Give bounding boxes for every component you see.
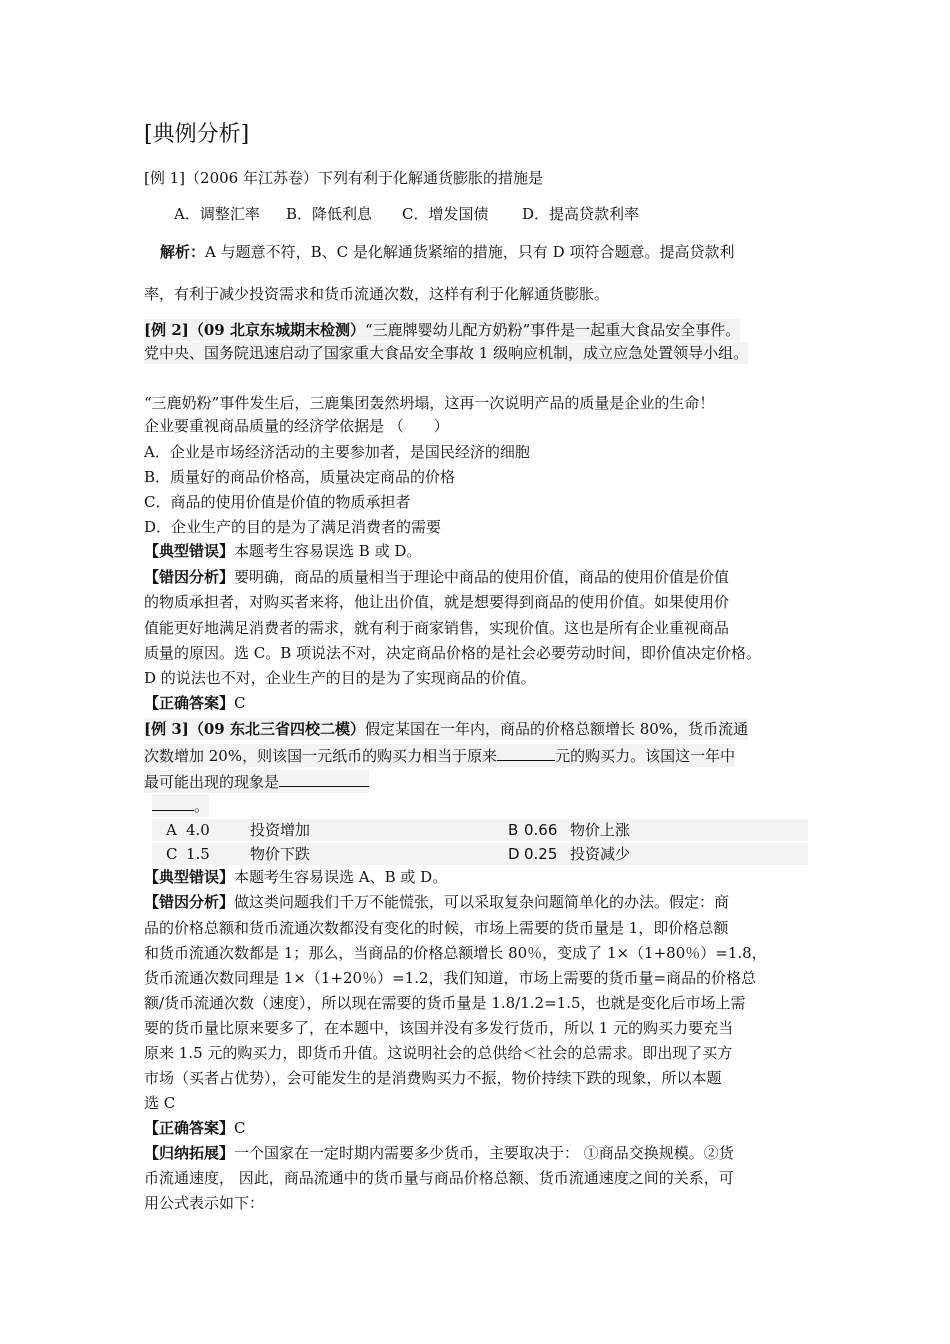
option-b-letter: B — [508, 821, 519, 839]
example-3-stem-3: 最可能出现的现象是 — [144, 773, 280, 791]
typical-error-label: 【典型错误】 — [144, 868, 235, 886]
typical-error-label: 【典型错误】 — [144, 542, 235, 560]
example-2-label: [例 2]（09 北京东城期末检测） — [144, 321, 365, 339]
example-2-stem-line-1: “三鹿奶粉”事件发生后，三鹿集团轰然坍塌，这再一次说明产品的质量是企业的生命！ — [144, 394, 715, 412]
example-3-typical-error — [144, 866, 447, 888]
example-3-stem-line-2 — [144, 744, 735, 767]
analysis-text-line-1: A 与题意不符，B、C 是化解通货紧缩的措施，只有 D 项符合题意。提高贷款利 — [205, 243, 735, 261]
example-3-summary-line-2: 币流通速度， 因此，商品流通中的货币量与商品价格总额、货币流通速度之间的关系，可 — [144, 1169, 734, 1187]
option-a-letter: A — [166, 821, 177, 839]
example-2-intro-line-1 — [144, 319, 740, 341]
example-1-question — [144, 167, 543, 189]
example-2-intro-line-2: 党中央、国务院迅速启动了国家重大食品安全事故 1 级响应机制，成立应急处置领导小组。 — [144, 344, 749, 362]
example-1-label: [例 1] — [144, 169, 186, 187]
answer-label: 【正确答案】 — [144, 1119, 235, 1137]
cause-text: 要明确，商品的质量相当于理论中商品的使用价值，商品的使用价值是价值 — [234, 568, 730, 586]
cause-label: 【错因分析】 — [144, 893, 235, 911]
example-3-cause-line-4: 货币流通次数同理是 1×（1+20％）=1.2，我们知道，市场上需要的货币量=商品的价格总 — [144, 969, 757, 987]
option-d-text: 投资减少 — [570, 845, 631, 863]
typical-error-text: 本题考生容易误选 B 或 D。 — [234, 542, 422, 560]
example-3-options-row-2 — [152, 843, 808, 865]
example-1-option-a: A．调整汇率 — [174, 205, 260, 223]
answer-blank-3 — [152, 794, 194, 811]
example-2-stem-line-2: 企业要重视商品质量的经济学依据是 （ ） — [144, 417, 449, 435]
example-2-cause-line-3: 值能更好地满足消费者的需求，就有利于商家销售，实现价值。这也是所有企业重视商品 — [144, 619, 730, 637]
example-3-stem-line-1 — [144, 718, 748, 740]
example-3-summary-line-3: 用公式表示如下： — [144, 1194, 265, 1212]
example-2-answer — [144, 692, 246, 714]
typical-error-text: 本题考生容易误选 A、B 或 D。 — [234, 868, 448, 886]
answer-value: C — [234, 1119, 246, 1137]
option-c-text: 物价下跌 — [250, 845, 311, 863]
example-2-cause-line-2: 的物质承担者，对购买者来将，他让出价值，就是想要得到商品的使用价值。如果使用价 — [144, 593, 730, 611]
example-2-cause-line-5: D 的说法也不对，企业生产的目的是为了实现商品的价值。 — [144, 669, 536, 687]
example-1-option-b: B．降低利息 — [286, 205, 373, 223]
answer-blank-1 — [497, 744, 555, 761]
example-2-cause-line-4: 质量的原因。选 C。B 项说法不对，决定商品价格的是社会必要劳动时间，即价值决定价格。 — [144, 644, 762, 662]
example-3-stem-4: 。 — [194, 797, 210, 815]
example-2-option-c: C．商品的使用价值是价值的物质承担者 — [144, 493, 411, 511]
answer-label: 【正确答案】 — [144, 694, 235, 712]
example-2-typical-error — [144, 540, 421, 562]
example-3-stem-2a: 次数增加 20%，则该国一元纸币的购买力相当于原来 — [144, 747, 498, 765]
example-3-cause-line-3: 和货币流通次数都是 1；那么，当商品的价格总额增长 80％，变成了 1×（1+80％）=1.8， — [144, 944, 767, 962]
example-3-cause-line-2: 品的价格总额和货币流通次数都没有变化的时候，市场上需要的货币量是 1，即价格总额 — [144, 919, 729, 937]
example-3-options-row-1 — [152, 819, 808, 841]
option-b-text: 物价上涨 — [570, 821, 631, 839]
section-heading: [典例分析] — [144, 122, 250, 147]
option-c-letter: C — [166, 845, 178, 863]
cause-text: 做这类问题我们千万不能慌张，可以采取复杂问题简单化的办法。假定：商 — [234, 893, 730, 911]
answer-value: C — [234, 694, 246, 712]
example-2-intro-text: “三鹿牌婴幼儿配方奶粉”事件是一起重大食品安全事件。 — [364, 321, 741, 339]
example-2-option-d: D．企业生产的目的是为了满足消费者的需要 — [144, 518, 442, 536]
example-1-option-d: D．提高贷款利率 — [522, 205, 640, 223]
example-3-cause-line-7: 原来 1.5 元的购买力，即货币升值。这说明社会的总供给＜社会的总需求。即出现了买方 — [144, 1044, 733, 1062]
example-2-option-a: A．企业是市场经济活动的主要参加者，是国民经济的细胞 — [144, 443, 530, 461]
example-2-option-b: B．质量好的商品价格高，质量决定商品的价格 — [144, 468, 456, 486]
option-d-letter: D — [508, 845, 520, 863]
example-2-cause-line-1 — [144, 566, 729, 588]
option-d-value: 0.25 — [524, 845, 558, 863]
analysis-label: 解析： — [160, 243, 206, 261]
option-a-value: 4.0 — [186, 821, 210, 839]
analysis-text-line-2: 率，有利于减少投资需求和货币流通次数，这样有利于化解通货膨胀。 — [144, 285, 610, 303]
example-1-options — [174, 203, 639, 225]
example-3-stem-2b: 元的购买力。该国这一年中 — [555, 747, 736, 765]
example-3-cause-line-8: 市场（买者占优势），会可能发生的是消费购买力不振，物价持续下跌的现象，所以本题 — [144, 1069, 722, 1087]
example-1-analysis — [160, 241, 734, 263]
example-1-question-text: （2006 年江苏卷）下列有利于化解通货膨胀的措施是 — [185, 169, 543, 187]
example-3-answer — [144, 1117, 246, 1139]
example-3-cause-line-5: 额/货币流通次数（速度），所以现在需要的货币量是 1.8/1.2=1.5，也就是变化后市场上需 — [144, 994, 746, 1012]
option-c-value: 1.5 — [186, 845, 210, 863]
example-3-label: [例 3]（09 东北三省四校二模） — [144, 720, 365, 738]
option-b-value: 0.66 — [524, 821, 558, 839]
summary-label: 【归纳拓展】 — [144, 1144, 235, 1162]
example-3-summary-line-1 — [144, 1142, 734, 1164]
summary-text: 一个国家在一定时期内需要多少货币，主要取决于： ①商品交换规模。②货 — [234, 1144, 734, 1162]
example-3-cause-line-6: 要的货币量比原来要多了，在本题中，该国并没有多发行货币，所以 1 元的购买力要充当 — [144, 1019, 734, 1037]
cause-label: 【错因分析】 — [144, 568, 235, 586]
example-3-cause-line-1 — [144, 891, 729, 913]
example-1-option-c: C．增发国债 — [402, 205, 489, 223]
example-3-stem-line-4 — [152, 794, 209, 817]
example-3-stem-text: 假定某国在一年内，商品的价格总额增长 80%，货币流通 — [364, 720, 749, 738]
answer-blank-2 — [279, 770, 369, 787]
option-a-text: 投资增加 — [250, 821, 311, 839]
example-3-stem-line-3 — [144, 770, 369, 793]
example-3-cause-line-9: 选 C — [144, 1094, 176, 1112]
